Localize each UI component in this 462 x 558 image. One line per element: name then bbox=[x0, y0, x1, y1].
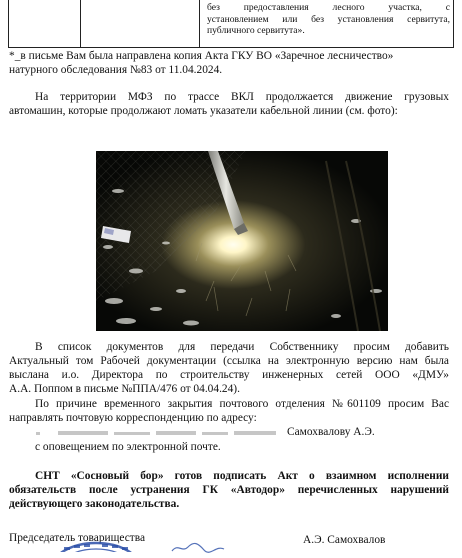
table-cell-text bbox=[207, 2, 450, 37]
paragraph-line: действующего законодательства. bbox=[9, 498, 180, 510]
night-photo bbox=[96, 151, 388, 331]
paragraph-line: обязательств после устранения ГК «Автодор» перечисленных нарушений bbox=[9, 484, 449, 496]
stamp-seal-image bbox=[46, 539, 146, 552]
table-cell-line: публичного сервитута». bbox=[207, 25, 305, 37]
footnote-line: *_в письме Вам была направлена копия Акта ГКУ ВО «Заречное лесничество» bbox=[9, 50, 394, 62]
paragraph-line: На территории МФЗ по трассе ВКЛ продолжается движение грузовых bbox=[35, 91, 449, 103]
table-cell-line: установлением или без установления сервитута, bbox=[207, 13, 450, 25]
paragraph-post bbox=[9, 397, 449, 425]
redacted-address-blur bbox=[36, 427, 282, 439]
paragraph-line: Актуальный том Рабочей документации (ссылка на электронную версию нам была bbox=[9, 355, 449, 367]
paragraph-documents bbox=[9, 340, 449, 396]
paragraph-line: В список документов для передачи Собственнику просим добавить bbox=[35, 341, 449, 353]
handwritten-signature bbox=[168, 540, 228, 552]
paragraph-trucks bbox=[9, 90, 449, 118]
signatory-title: Председатель товарищества bbox=[9, 532, 146, 544]
signatory-name: А.Э. Самохвалов bbox=[303, 534, 386, 546]
document-table-fragment bbox=[8, 0, 454, 48]
night-photo-image bbox=[96, 151, 388, 331]
signature-scribble bbox=[168, 541, 228, 553]
table-cell-line: без предоставления лесного участка, с bbox=[207, 2, 450, 13]
addressee-name: Самохвалову А.Э. bbox=[287, 426, 375, 438]
redacted-address bbox=[36, 426, 282, 438]
paragraph-line: А.А. Поппом в письме №ППА/476 от 04.04.24). bbox=[9, 383, 240, 395]
paragraph-line: По причине временного закрытия почтового отделения №601109 просим Вас bbox=[35, 398, 449, 410]
footnote-line: натурного обследования №83 от 11.04.2024. bbox=[9, 64, 223, 76]
email-notice: с оповещением по электронной почте. bbox=[35, 441, 221, 453]
paragraph-line: выслана и.о. Директора по строительству инженерных сетей ООО «ДМУ» bbox=[9, 369, 449, 381]
table-cell-empty-1 bbox=[9, 0, 81, 47]
footnote bbox=[9, 49, 449, 77]
table-cell-empty-2 bbox=[80, 0, 200, 47]
paragraph-line: автомашин, которые продолжают ломать указатели кабельной линии (см. фото): bbox=[9, 105, 398, 117]
paragraph-line: СНТ «Сосновый бор» готов подписать Акт о взаимном исполнении bbox=[35, 470, 449, 482]
paragraph-readiness bbox=[9, 469, 449, 511]
paragraph-line: направлять почтовую корреспонденцию по адресу: bbox=[9, 412, 257, 424]
stamp-seal bbox=[46, 539, 146, 552]
